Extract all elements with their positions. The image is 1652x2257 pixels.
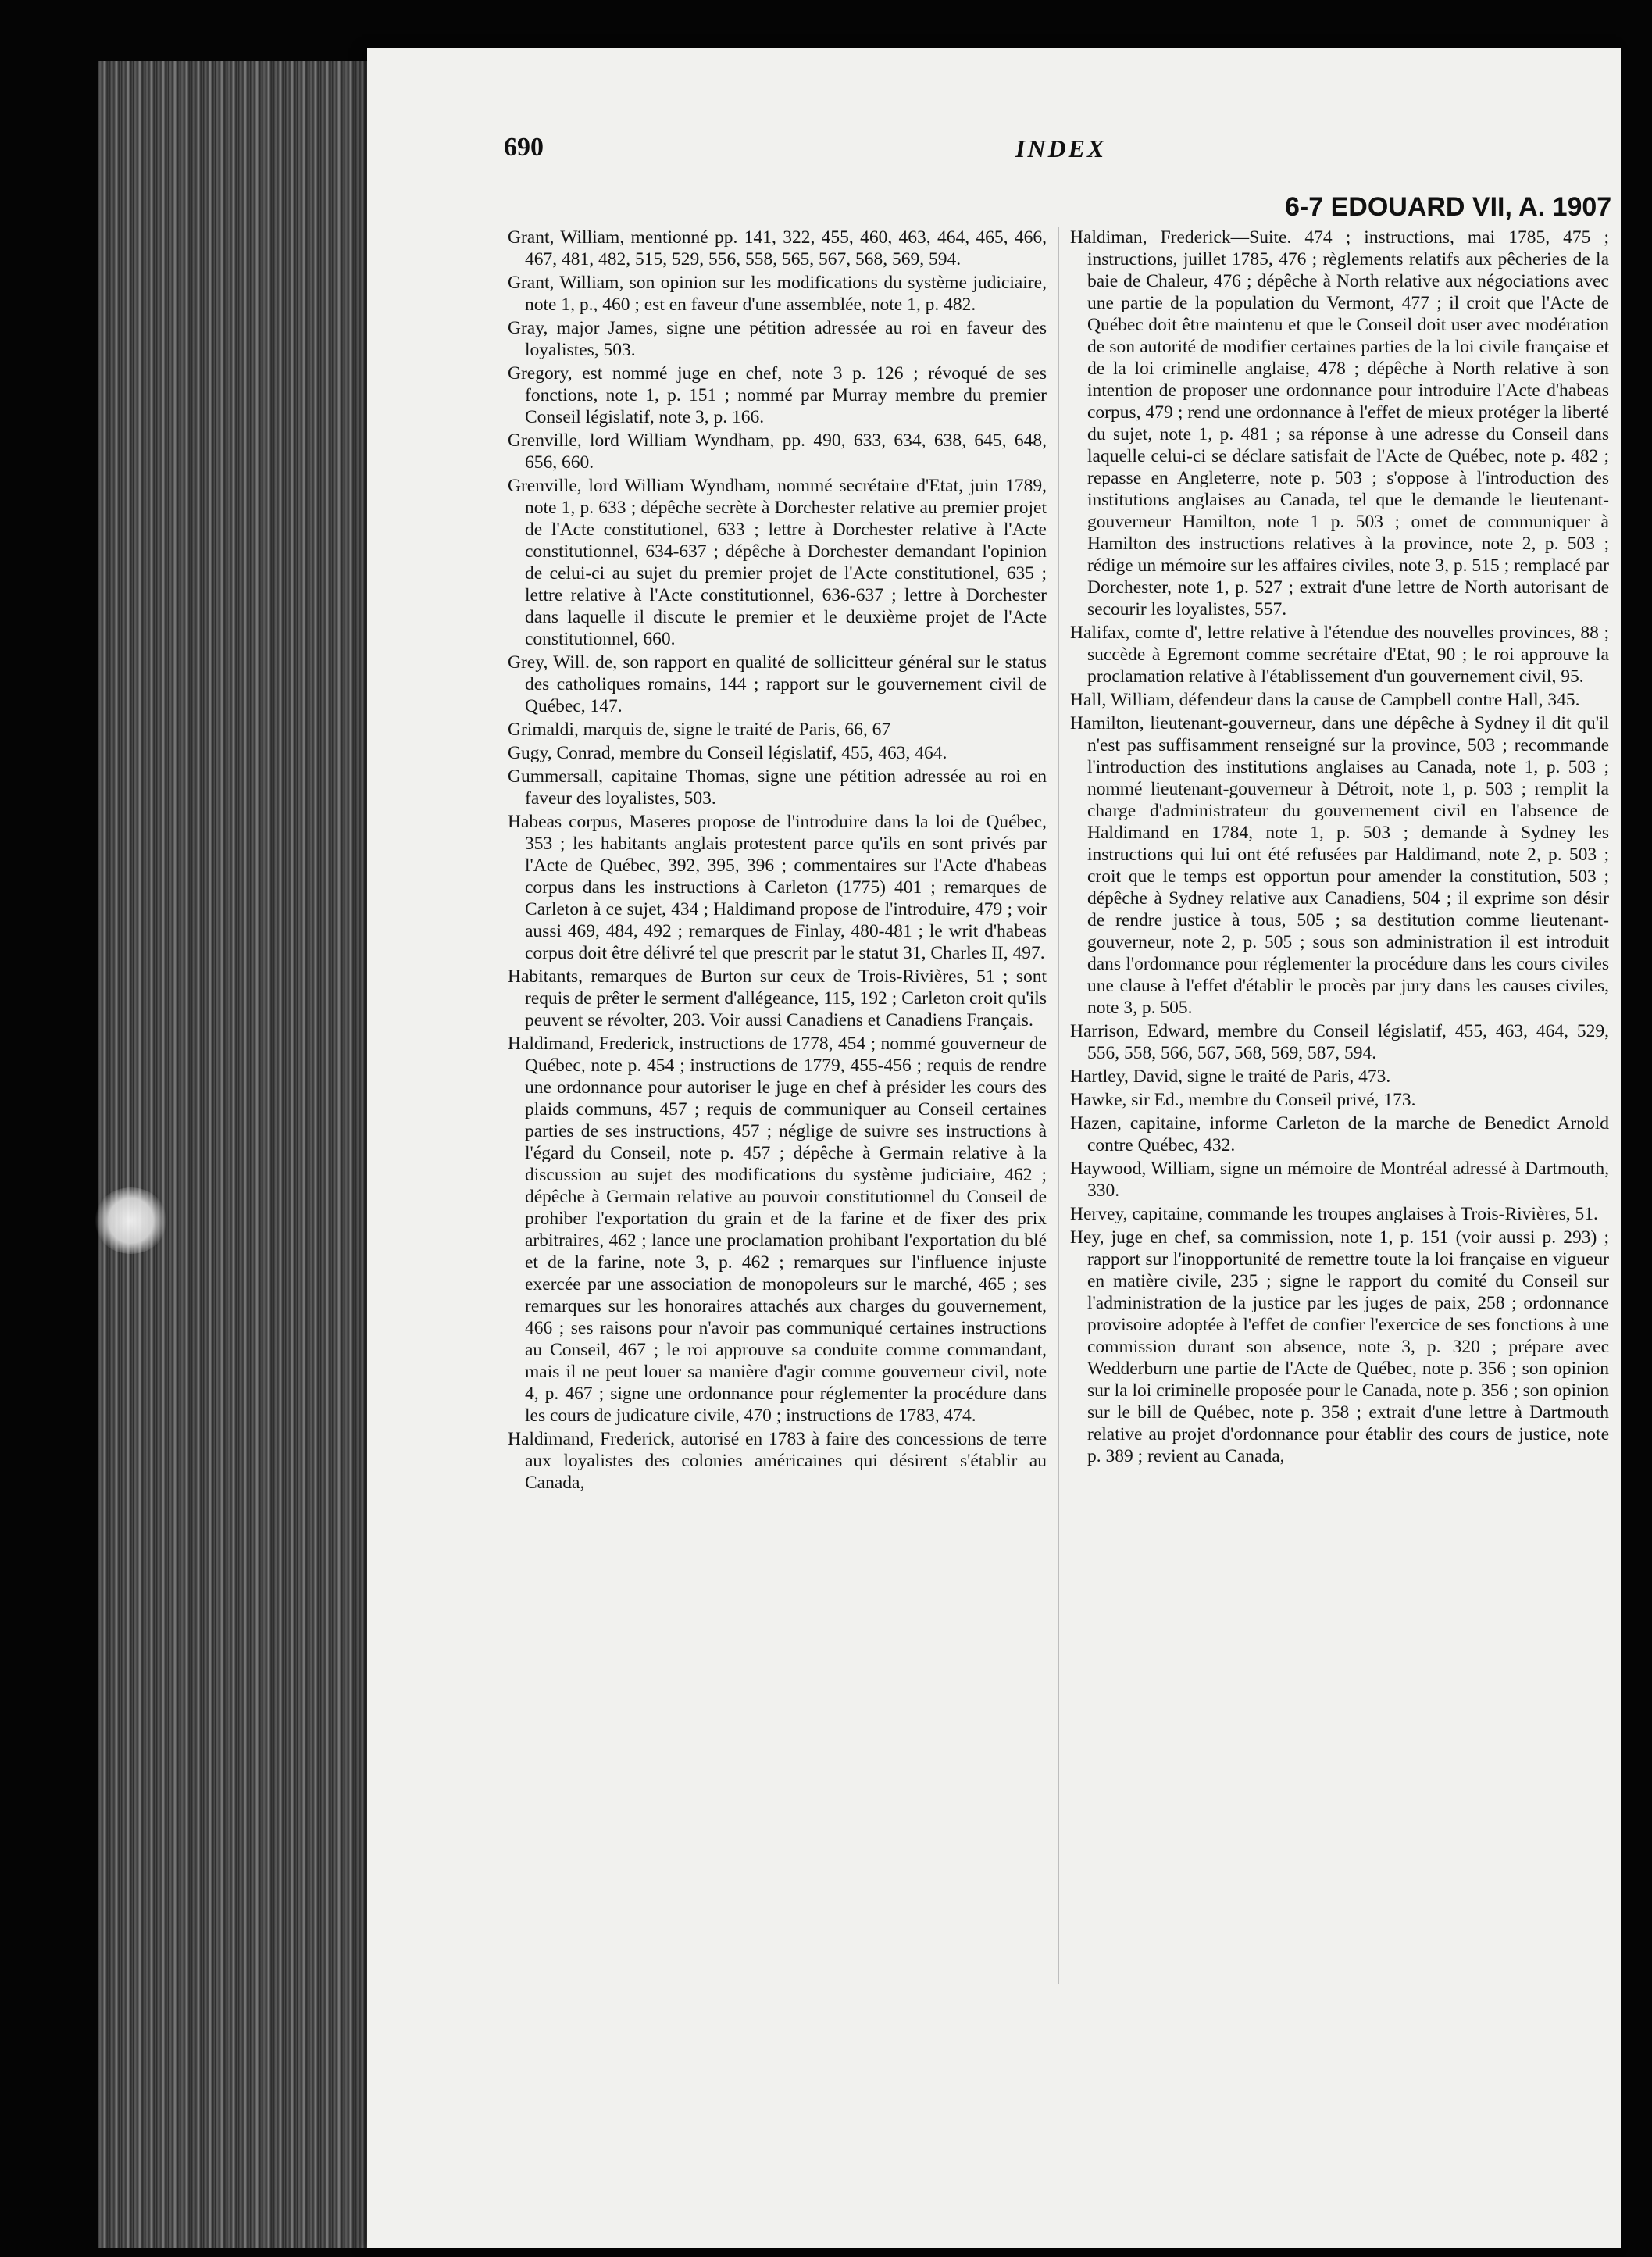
index-entry: Gugy, Conrad, membre du Conseil législatif, 455, 463, 464. [508, 743, 947, 763]
index-entry: Gummersall, capitaine Thomas, signe une pétition adressée au roi en faveur des loyalistes, 503. [508, 766, 1047, 809]
index-entry: Hall, William, défendeur dans la cause de Campbell contre Hall, 345. [1070, 690, 1580, 710]
index-entry: Haldimand, Frederick, autorisé en 1783 à faire des concessions de terre aux loyalistes des colonies américaines qui désirent s'établir au Canada, [508, 1429, 1047, 1493]
index-entry: Hartley, David, signe le traité de Paris, 473. [1070, 1066, 1391, 1087]
index-page [367, 48, 1621, 2248]
book-page-edges [98, 61, 375, 2248]
index-entry: Harrison, Edward, membre du Conseil législatif, 455, 463, 464, 529, 556, 558, 566, 567, 568, 569, 587, 594. [1070, 1021, 1609, 1063]
index-entry: Habeas corpus, Maseres propose de l'introduire dans la loi de Québec, 353 ; les habitants anglais protestent parce qu'ils en sont privés par l'Acte de Québec, 392, 395, 396 ; commentaires sur l'Acte d'habeas corpus dans les instructions à Carleton (1775) 401 ; remarques de Carleton à ce sujet, 434 ; Haldimand propose de l'introduire, 479 ; voir aussi 469, 484, 492 ; remarques de Finlay, 480-481 ; le writ d'habeas corpus doit être délivré tel que prescrit par le statut 31, Charles II, 497. [508, 812, 1047, 963]
index-entry: Grenville, lord William Wyndham, pp. 490, 633, 634, 638, 645, 648, 656, 660. [508, 430, 1047, 473]
index-entry: Gray, major James, signe une pétition adressée au roi en faveur des loyalistes, 503. [508, 318, 1047, 360]
index-entry: Halifax, comte d', lettre relative à l'étendue des nouvelles provinces, 88 ; succède à Egremont comme secrétaire d'Etat, 90 ; le roi approuve la proclamation relative à l'établissement d'un gouvernement civil, 95. [1070, 623, 1609, 687]
scan-smudge [94, 1187, 168, 1254]
index-entry: Haldiman, Frederick—Suite. 474 ; instructions, mai 1785, 475 ; instructions, juillet 1785, 476 ; règlements relatifs aux pêcheries de la baie de Chaleur, 476 ; dépêche à North relative aux négociations avec une partie de la population du Vermont, 477 ; il croit que l'Acte de Québec doit être maintenu et que le Conseil doit user avec modération de son autorité de modifier certaines parties de la loi civile française et de la loi criminelle anglaise, 478 ; dépêche à North relative à son intention de proposer une ordonnance pour introduire l'Acte d'habeas corpus, 479 ; rend une ordonnance à l'effet de mieux protéger la liberté du sujet, note 1, p. 481 ; sa réponse à une adresse du Conseil dans laquelle celui-ci se déclare satisfait de l'Acte de Québec, note p. 482 ; repasse en Angleterre, note p. 503 ; s'oppose à l'introduction des institutions anglaises au Canada, tel que le demande le lieutenant-gouverneur Hamilton, note 1 p. 503 ; omet de communiquer à Hamilton des instructions relatives à la province, note 2, p. 503 ; rédige un mémoire sur les affaires civiles, note 3, p. 515 ; remplacé par Dorchester, note 1, p. 527 ; extrait d'une lettre de North autorisant de secourir les loyalistes, 557. [1070, 227, 1609, 620]
index-entry: Grenville, lord William Wyndham, nommé secrétaire d'Etat, juin 1789, note 1, p. 633 ; dépêche secrète à Dorchester relative au premier projet de l'Acte constitutionel, 633 ; lettre à Dorchester relative à l'Acte constitutionnel, 634-637 ; dépêche à Dorchester demandant l'opinion de celui-ci au sujet du premier projet de l'Acte constitutionel, 635 ; lettre relative à l'Acte constitutionnel, 636-637 ; lettre à Dorchester dans laquelle il discute le premier et le deuxième projet de l'Acte constitutionnel, 660. [508, 476, 1047, 649]
index-entry: Habitants, remarques de Burton sur ceux de Trois-Rivières, 51 ; sont requis de prêter le serment d'allégeance, 115, 192 ; Carleton croit qu'ils peuvent se révolter, 203. Voir aussi Canadiens et Canadiens Français. [508, 966, 1047, 1030]
index-entry: Hazen, capitaine, informe Carleton de la marche de Benedict Arnold contre Québec, 432. [1070, 1113, 1609, 1155]
index-entry: Hey, juge en chef, sa commission, note 1, p. 151 (voir aussi p. 293) ; rapport sur l'inopportunité de remettre toute la loi française en vigueur en matière civile, 235 ; signe le rapport du comité du Conseil sur l'administration de la justice par les juges de paix, 258 ; ordonnance provisoire adoptée à l'effet de confier l'exercice de ses fonctions à une commission durant son absence, note 3, p. 320 ; prépare avec Wedderburn une partie de l'Acte de Québec, note p. 356 ; son opinion sur la loi criminelle proposée pour le Canada, note p. 356 ; son opinion sur le bill de Québec, note p. 358 ; extrait d'une lettre à Dartmouth relative au projet d'ordonnance pour établir des cours de justice, note p. 389 ; revient au Canada, [1070, 1227, 1609, 1466]
index-entry: Haywood, William, signe un mémoire de Montréal adressé à Dartmouth, 330. [1070, 1159, 1609, 1201]
index-entry: Grey, Will. de, son rapport en qualité de sollicitteur général sur le status des catholiques romains, 144 ; rapport sur le gouvernement civil de Québec, 147. [508, 652, 1047, 716]
index-entry: Hervey, capitaine, commande les troupes anglaises à Trois-Rivières, 51. [1070, 1204, 1598, 1224]
index-entry: Hamilton, lieutenant-gouverneur, dans une dépêche à Sydney il dit qu'il n'est pas suffisamment renseigné sur la province, 503 ; recommande l'introduction des institutions anglaises au Canada, note 1, p. 503 ; nommé lieutenant-gouverneur à Détroit, note 1, p. 503 ; remplit la charge d'administrateur du gouvernement civil en l'absence de Haldimand en 1784, note 1, p. 503 ; demande à Sydney les instructions qui lui ont été refusées par Haldimand, note 2, p. 503 ; croit que le temps est opportun pour amender la constitution, 503 ; dépêche à Sydney relative aux Canadiens, 504 ; il exprime son désir de rendre justice à tous, 505 ; sa destitution comme lieutenant-gouverneur, note 2, p. 505 ; sous son administration il est introduit dans l'ordonnance pour réglementer la procédure dans les cours civiles une clause à l'effet d'établir le procès par jury dans les causes civiles, note 3, p. 505. [1070, 713, 1609, 1018]
page-title: INDEX [1015, 134, 1107, 162]
index-entry: Grant, William, son opinion sur les modifications du système judiciaire, note 1, p., 460 ; est en faveur d'une assemblée, note 1, p. 482. [508, 273, 1047, 315]
page-number: 690 [504, 133, 544, 162]
index-entry: Hawke, sir Ed., membre du Conseil privé, 173. [1070, 1090, 1416, 1110]
index-entry: Gregory, est nommé juge en chef, note 3 p. 126 ; révoqué de ses fonctions, note 1, p. 151 ; nommé par Murray membre du premier Conseil législatif, note 3, p. 166. [508, 363, 1047, 427]
column-divider [1058, 227, 1059, 1984]
index-entry: Haldimand, Frederick, instructions de 1778, 454 ; nommé gouverneur de Québec, note p. 454 ; instructions de 1779, 455-456 ; requis de rendre une ordonnance pour autoriser le juge en chef à présider les cours des plaids communs, 457 ; requis de communiquer au Conseil certaines parties de ses instructions, 457 ; néglige de suivre ses instructions à l'égard du Conseil, note p. 457 ; dépêche à Germain relative à la discussion au sujet des modifications du système judiciaire, 462 ; dépêche à Germain relative au pouvoir constitutionnel du Conseil de prohiber l'exportation du grain et de la farine et de fixer des prix arbitraires, 462 ; lance une proclamation prohibant l'exportation du blé et de la farine, note 3, p. 462 ; remarques sur l'influence injuste exercée par une association de monopoleurs sur le marché, 465 ; ses remarques sur les honoraires attachés aux charges du gouvernement, 466 ; ses raisons pour n'avoir pas communiqué certaines instructions au Conseil, 467 ; le roi approuve sa conduite comme commandant, mais il ne peut louer sa manière d'agir comme gouverneur civil, note 4, p. 467 ; signe une ordonnance pour réglementer la procédure dans les cours de judicature civile, 470 ; instructions de 1783, 474. [508, 1034, 1047, 1426]
left-column [508, 227, 1047, 1495]
index-entry: Grant, William, mentionné pp. 141, 322, 455, 460, 463, 464, 465, 466, 467, 481, 482, 515, 529, 556, 558, 565, 567, 568, 569, 594. [508, 227, 1047, 270]
right-column [1070, 227, 1609, 1469]
session-heading: 6-7 EDOUARD VII, A. 1907 [1285, 192, 1612, 222]
index-entry: Grimaldi, marquis de, signe le traité de Paris, 66, 67 [508, 720, 891, 740]
